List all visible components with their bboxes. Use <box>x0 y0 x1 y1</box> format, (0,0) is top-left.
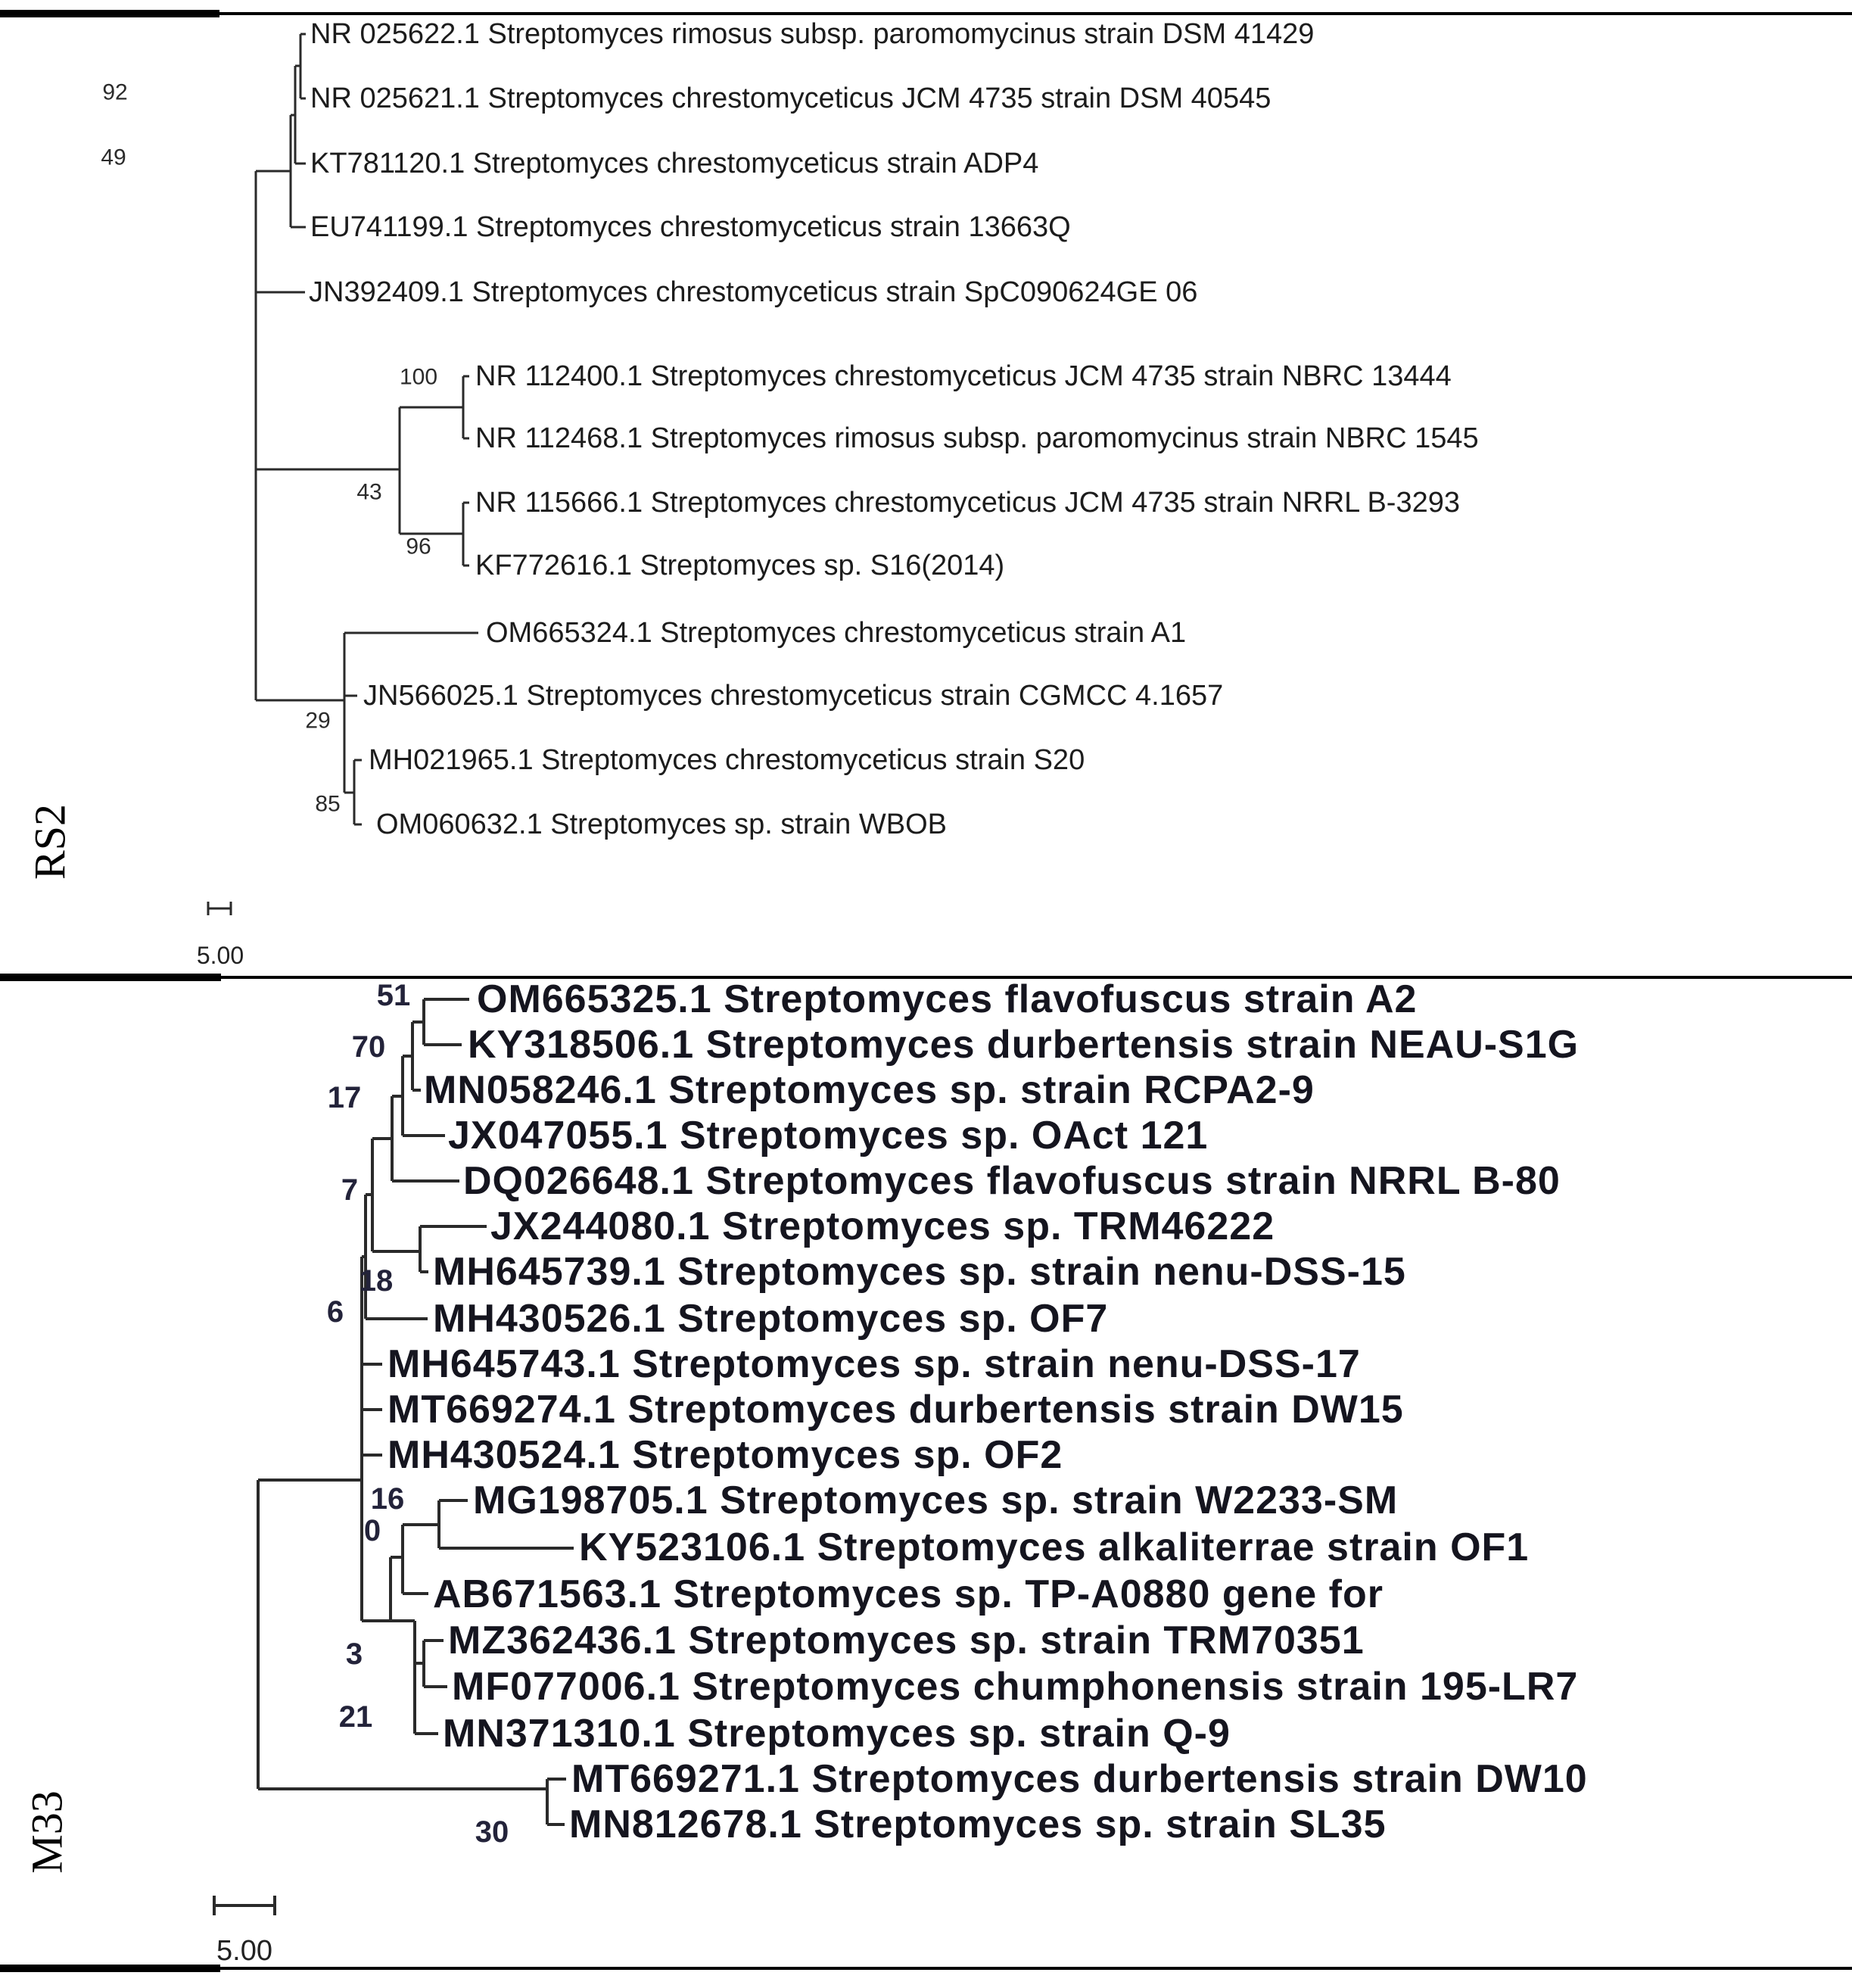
scale-bar-label: 5.00 <box>196 942 244 969</box>
bootstrap-value: 21 <box>338 1700 373 1734</box>
taxon-label: NR 115666.1 Streptomyces chrestomyceticus JCM 4735 strain NRRL B-3293 <box>475 487 1460 519</box>
taxon-label: MH645739.1 Streptomyces sp. strain nenu-DSS-15 <box>433 1250 1406 1294</box>
taxon-label: JN392409.1 Streptomyces chrestomyceticus strain SpC090624GE 06 <box>309 276 1198 308</box>
taxon-label: MN058246.1 Streptomyces sp. strain RCPA2-9 <box>424 1068 1315 1112</box>
bootstrap-value: 16 <box>370 1482 405 1516</box>
bootstrap-value: 18 <box>359 1264 394 1298</box>
taxon-label: NR 025622.1 Streptomyces rimosus subsp. paromomycinus strain DSM 41429 <box>310 18 1315 50</box>
taxon-label: MZ362436.1 Streptomyces sp. strain TRM70351 <box>448 1619 1365 1662</box>
bootstrap-value: 6 <box>326 1295 344 1329</box>
taxon-label: OM665324.1 Streptomyces chrestomyceticus strain A1 <box>486 617 1187 649</box>
taxon-label: JX047055.1 Streptomyces sp. OAct 121 <box>448 1114 1209 1158</box>
bootstrap-value: 49 <box>101 145 126 170</box>
taxon-label: KY318506.1 Streptomyces durbertensis strain NEAU-S1G <box>468 1023 1580 1067</box>
bootstrap-value: 43 <box>356 479 382 505</box>
taxon-label: MT669274.1 Streptomyces durbertensis strain DW15 <box>388 1388 1404 1432</box>
taxon-label: EU741199.1 Streptomyces chrestomyceticus strain 13663Q <box>310 211 1071 243</box>
bootstrap-value: 92 <box>102 79 128 105</box>
taxon-label: MG198705.1 Streptomyces sp. strain W2233-SM <box>473 1479 1399 1522</box>
bootstrap-value: 30 <box>475 1815 509 1849</box>
bootstrap-value: 51 <box>376 979 411 1012</box>
taxon-label: JN566025.1 Streptomyces chrestomyceticus strain CGMCC 4.1657 <box>363 680 1224 712</box>
taxon-label: KY523106.1 Streptomyces alkaliterrae strain OF1 <box>579 1525 1530 1569</box>
bootstrap-value: 7 <box>341 1173 359 1207</box>
taxon-label: NR 025621.1 Streptomyces chrestomyceticus JCM 4735 strain DSM 40545 <box>310 83 1271 114</box>
taxon-label: MH021965.1 Streptomyces chrestomyceticus strain S20 <box>369 744 1085 776</box>
taxon-label: MH430524.1 Streptomyces sp. OF2 <box>388 1433 1063 1477</box>
bootstrap-value: 96 <box>406 534 431 559</box>
bootstrap-value: 17 <box>327 1081 362 1114</box>
taxon-label: OM060632.1 Streptomyces sp. strain WBOB <box>376 809 947 840</box>
taxon-label: MN812678.1 Streptomyces sp. strain SL35 <box>569 1803 1387 1846</box>
taxon-label: JX244080.1 Streptomyces sp. TRM46222 <box>490 1204 1275 1248</box>
taxon-label: DQ026648.1 Streptomyces flavofuscus strain NRRL B-80 <box>463 1159 1561 1203</box>
taxon-label: MF077006.1 Streptomyces chumphonensis strain 195-LR7 <box>452 1665 1579 1709</box>
bootstrap-value: 70 <box>351 1030 386 1064</box>
taxon-label: MN371310.1 Streptomyces sp. strain Q-9 <box>443 1712 1231 1756</box>
bootstrap-value: 29 <box>305 708 331 734</box>
taxon-label: NR 112468.1 Streptomyces rimosus subsp. paromomycinus strain NBRC 1545 <box>475 422 1479 454</box>
taxon-label: AB671563.1 Streptomyces sp. TP-A0880 gene for <box>433 1572 1384 1616</box>
tree-panel-M33 <box>23 977 1588 1967</box>
bootstrap-value: 85 <box>315 791 341 817</box>
taxon-label: MH645743.1 Streptomyces sp. strain nenu-DSS-17 <box>388 1342 1361 1386</box>
scale-bar-label: 5.00 <box>216 1935 272 1967</box>
taxon-label: OM665325.1 Streptomyces flavofuscus strain A2 <box>477 977 1418 1021</box>
taxon-label: MT669271.1 Streptomyces durbertensis strain DW10 <box>571 1757 1588 1801</box>
taxon-label: MH430526.1 Streptomyces sp. OF7 <box>433 1297 1109 1341</box>
taxon-label: KF772616.1 Streptomyces sp. S16(2014) <box>475 550 1005 581</box>
taxon-label: KT781120.1 Streptomyces chrestomyceticus strain ADP4 <box>310 148 1039 179</box>
bootstrap-value: 100 <box>399 364 438 390</box>
tree-panel-RS2 <box>26 18 1479 969</box>
bootstrap-value: 3 <box>345 1637 363 1671</box>
bootstrap-value: 0 <box>363 1514 381 1547</box>
taxon-label: NR 112400.1 Streptomyces chrestomyceticus JCM 4735 strain NBRC 13444 <box>475 360 1452 392</box>
panel-side-label: M33 <box>22 1790 72 1874</box>
panel-side-label: RS2 <box>25 804 75 880</box>
